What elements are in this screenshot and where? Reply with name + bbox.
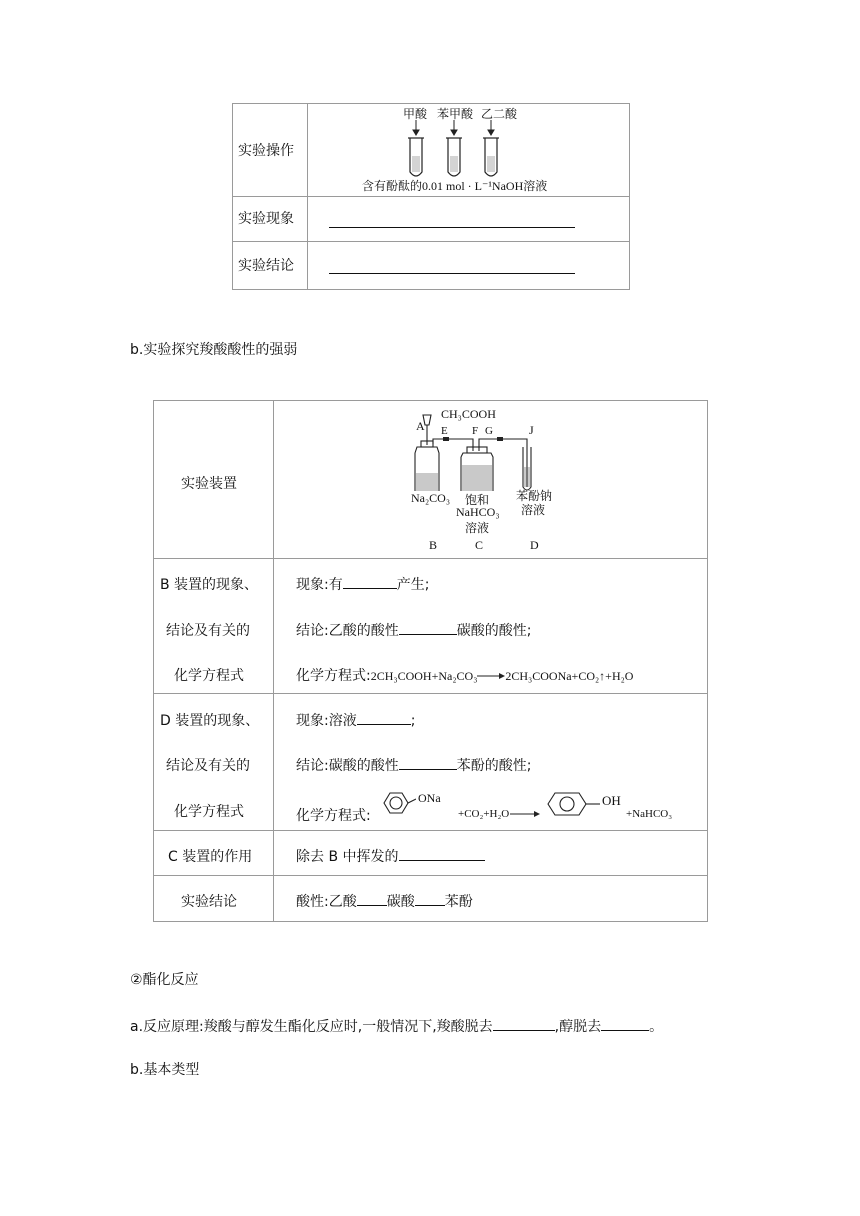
section-a-blank-1[interactable]: [493, 1016, 555, 1031]
benzene-ring-icon: [542, 791, 602, 817]
table-experiment-2: [153, 400, 708, 922]
d-eq-tail: +NaHCO₃: [626, 808, 673, 820]
device-label: 实验装置: [181, 476, 237, 492]
bottle-c-reagent-1: 饱和: [465, 493, 490, 507]
c-blank[interactable]: [399, 846, 485, 861]
letter-d: D: [530, 538, 539, 552]
b-equation-right: 2CH₃COONa+CO₂↑+H₂O: [505, 669, 634, 683]
b-phenomenon-blank[interactable]: [343, 574, 397, 589]
reaction-arrow-icon: [510, 809, 540, 819]
test-tubes-figure: [363, 104, 563, 196]
apparatus-figure: [409, 405, 579, 555]
d-eq-oh: OH: [602, 793, 621, 808]
c-text: [296, 846, 485, 866]
letter-f: F: [472, 425, 479, 437]
row-label-operation: 实验操作: [238, 143, 294, 159]
tube-label-oxalic: 乙二酸: [481, 107, 518, 121]
b-equation: [296, 665, 633, 685]
letter-g: G: [485, 425, 493, 437]
table-experiment-1: [232, 103, 630, 290]
section-a-mid: ,醇脱去: [554, 1019, 602, 1035]
d-label-line-1: D 装置的现象、: [160, 713, 260, 729]
section-a-text: [130, 1016, 663, 1036]
b-phenomenon-post: 产生;: [396, 577, 430, 593]
letter-c: C: [475, 538, 484, 552]
row-label-phenomenon: 实验现象: [238, 211, 294, 227]
tube-label-formic: 甲酸: [403, 107, 428, 121]
section-b-heading: b.实验探究羧酸酸性的强弱: [130, 342, 298, 358]
conclusion-post: 苯酚: [444, 894, 473, 910]
tube-d-reagent-2: 溶液: [521, 503, 546, 517]
blank-phenomenon[interactable]: [329, 227, 575, 228]
bottle-b-reagent: Na₂CO₃: [411, 491, 451, 505]
b-equation-left: 2CH₃COOH+Na₂CO₃: [370, 669, 478, 683]
b-conclusion-post: 碳酸的酸性;: [456, 623, 532, 639]
d-conclusion-pre: 结论:碳酸的酸性: [296, 758, 399, 774]
d-equation: [296, 789, 701, 825]
tube-caption: 含有酚酞的0.01 mol · L⁻¹NaOH溶液: [362, 179, 548, 193]
conclusion-pre: 酸性:乙酸: [296, 894, 357, 910]
b-phenomenon-pre: 现象:有: [296, 577, 343, 593]
d-equation-label: 化学方程式:: [296, 808, 371, 824]
b-label-line-2: 结论及有关的: [166, 623, 250, 639]
tube-label-benzoic: 苯甲酸: [437, 107, 474, 121]
letter-a: A: [416, 419, 425, 433]
b-label-line-1: B 装置的现象、: [160, 577, 259, 593]
d-label-line-3: 化学方程式: [174, 804, 244, 820]
c-label: C 装置的作用: [168, 849, 253, 865]
d-conclusion-post: 苯酚的酸性;: [456, 758, 532, 774]
conclusion-blank-1[interactable]: [357, 891, 387, 906]
section-a-end: 。: [649, 1019, 664, 1035]
letter-b: B: [429, 538, 438, 552]
reagent-acetic-acid: CH₃COOH: [441, 407, 496, 421]
letter-j: J: [529, 423, 534, 437]
d-phenomenon: [296, 710, 415, 730]
b-conclusion-pre: 结论:乙酸的酸性: [296, 623, 399, 639]
c-text-pre: 除去 B 中挥发的: [296, 849, 399, 865]
d-phenomenon-post: ;: [410, 713, 416, 729]
b-equation-label: 化学方程式:: [296, 668, 371, 684]
d-phenomenon-pre: 现象:溶液: [296, 713, 357, 729]
section-a-pre: a.反应原理:羧酸与醇发生酯化反应时,一般情况下,羧酸脱去: [130, 1019, 493, 1035]
section-b2-heading: b.基本类型: [130, 1062, 200, 1078]
d-eq-ona: ONa: [418, 791, 441, 805]
b-conclusion: [296, 620, 531, 640]
conclusion-mid: 碳酸: [386, 894, 415, 910]
conclusion-text: [296, 891, 473, 911]
b-label-line-3: 化学方程式: [174, 668, 244, 684]
bottle-c-reagent-2: NaHCO₃: [456, 505, 500, 519]
row-label-conclusion: 实验结论: [238, 258, 294, 274]
bottle-c-reagent-3: 溶液: [465, 521, 490, 535]
benzene-ring-icon: [376, 791, 416, 815]
d-label-line-2: 结论及有关的: [166, 758, 250, 774]
section-a-blank-2[interactable]: [601, 1016, 649, 1031]
section-2-heading: ②酯化反应: [130, 972, 199, 988]
blank-conclusion[interactable]: [329, 273, 575, 274]
conclusion-blank-2[interactable]: [415, 891, 445, 906]
b-conclusion-blank[interactable]: [399, 620, 457, 635]
d-conclusion-blank[interactable]: [399, 755, 457, 770]
conclusion-label: 实验结论: [181, 894, 237, 910]
tube-d-reagent-1: 苯酚钠: [516, 489, 553, 503]
apparatus-icon: [409, 411, 579, 491]
reaction-arrow-icon: [477, 671, 505, 681]
b-phenomenon: [296, 574, 429, 594]
d-phenomenon-blank[interactable]: [357, 710, 411, 725]
d-eq-mid: +CO₂+H₂O: [458, 808, 510, 820]
d-conclusion: [296, 755, 531, 775]
letter-e: E: [441, 425, 448, 437]
